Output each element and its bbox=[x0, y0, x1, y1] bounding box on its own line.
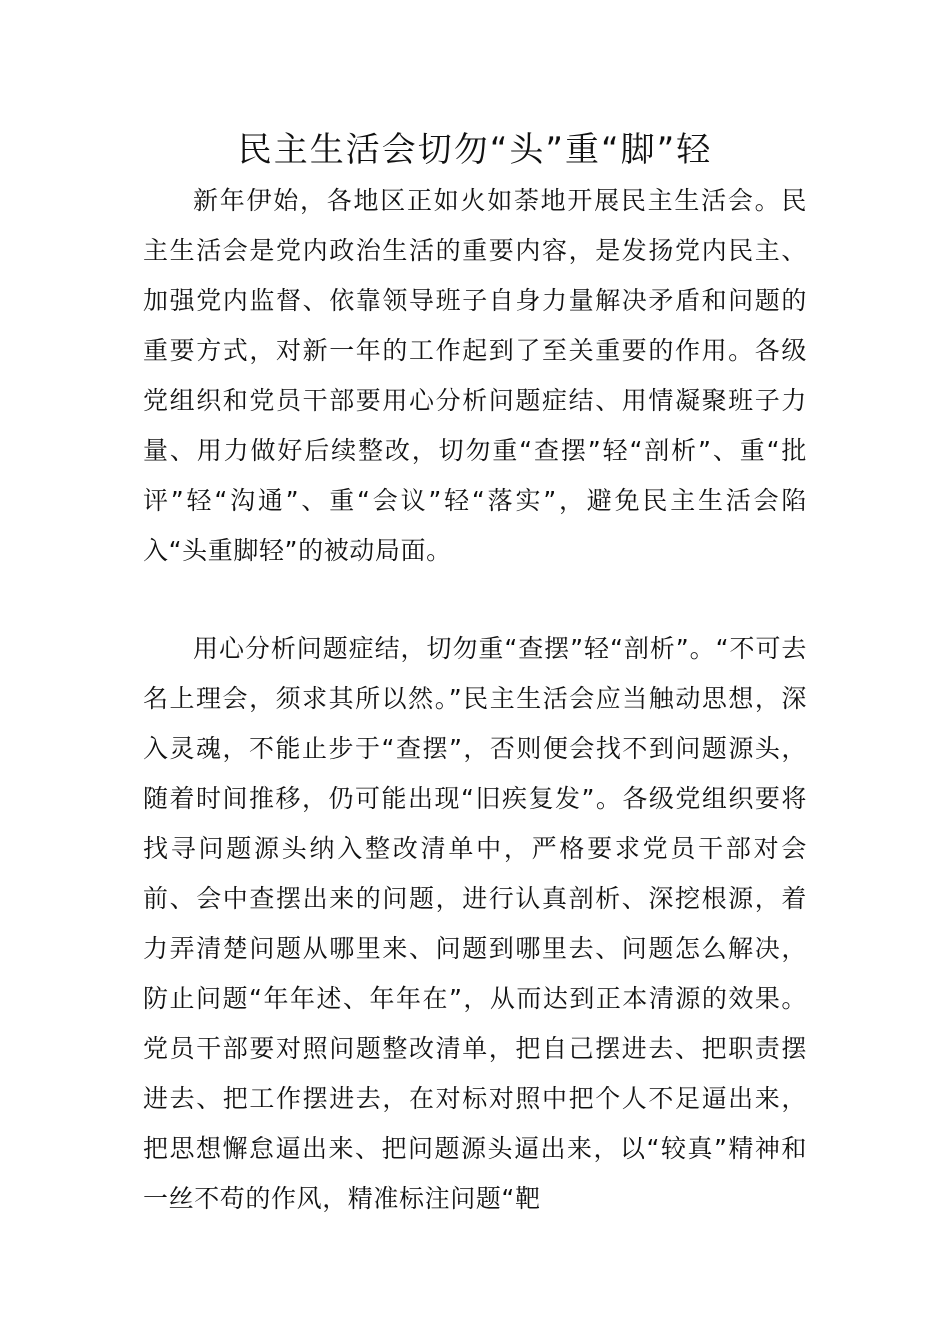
document-title: 民主生活会切勿“头”重“脚”轻 bbox=[237, 130, 713, 170]
paragraph-intro: 新年伊始，各地区正如火如荼地开展民主生活会。民主生活会是党内政治生活的重要内容，是发扬党内民主、加强党内监督、依靠领导班子自身力量解决矛盾和问题的重要方式，对新一年的工作起到了至关重要的作用。各级党组织和党员干部要用心分析问题症结、用情凝聚班子力量、用力做好后续整改，切勿重“查摆”轻“剖析”、重“批评”轻“沟通”、重“会议”轻“落实”，避免民主生活会陷入“头重脚轻”的被动局面。 bbox=[143, 186, 807, 565]
paragraph-analysis: 用心分析问题症结，切勿重“查摆”轻“剖析”。“不可去名上理会，须求其所以然。”民主生活会应当触动思想，深入灵魂，不能止步于“查摆”，否则便会找不到问题源头，随着时间推移，仍可能出现“旧疾复发”。各级党组织要将找寻问题源头纳入整改清单中，严格要求党员干部对会前、会中查摆出来的问题，进行认真剖析、深挖根源，着力弄清楚问题从哪里来、问题到哪里去、问题怎么解决，防止问题“年年述、年年在”，从而达到正本清源的效果。党员干部要对照问题整改清单，把自己摆进去、把职责摆进去、把工作摆进去，在对标对照中把个人不足逼出来，把思想懈怠逼出来、把问题源头逼出来，以“较真”精神和一丝不苟的作风，精准标注问题“靶 bbox=[143, 634, 807, 1213]
